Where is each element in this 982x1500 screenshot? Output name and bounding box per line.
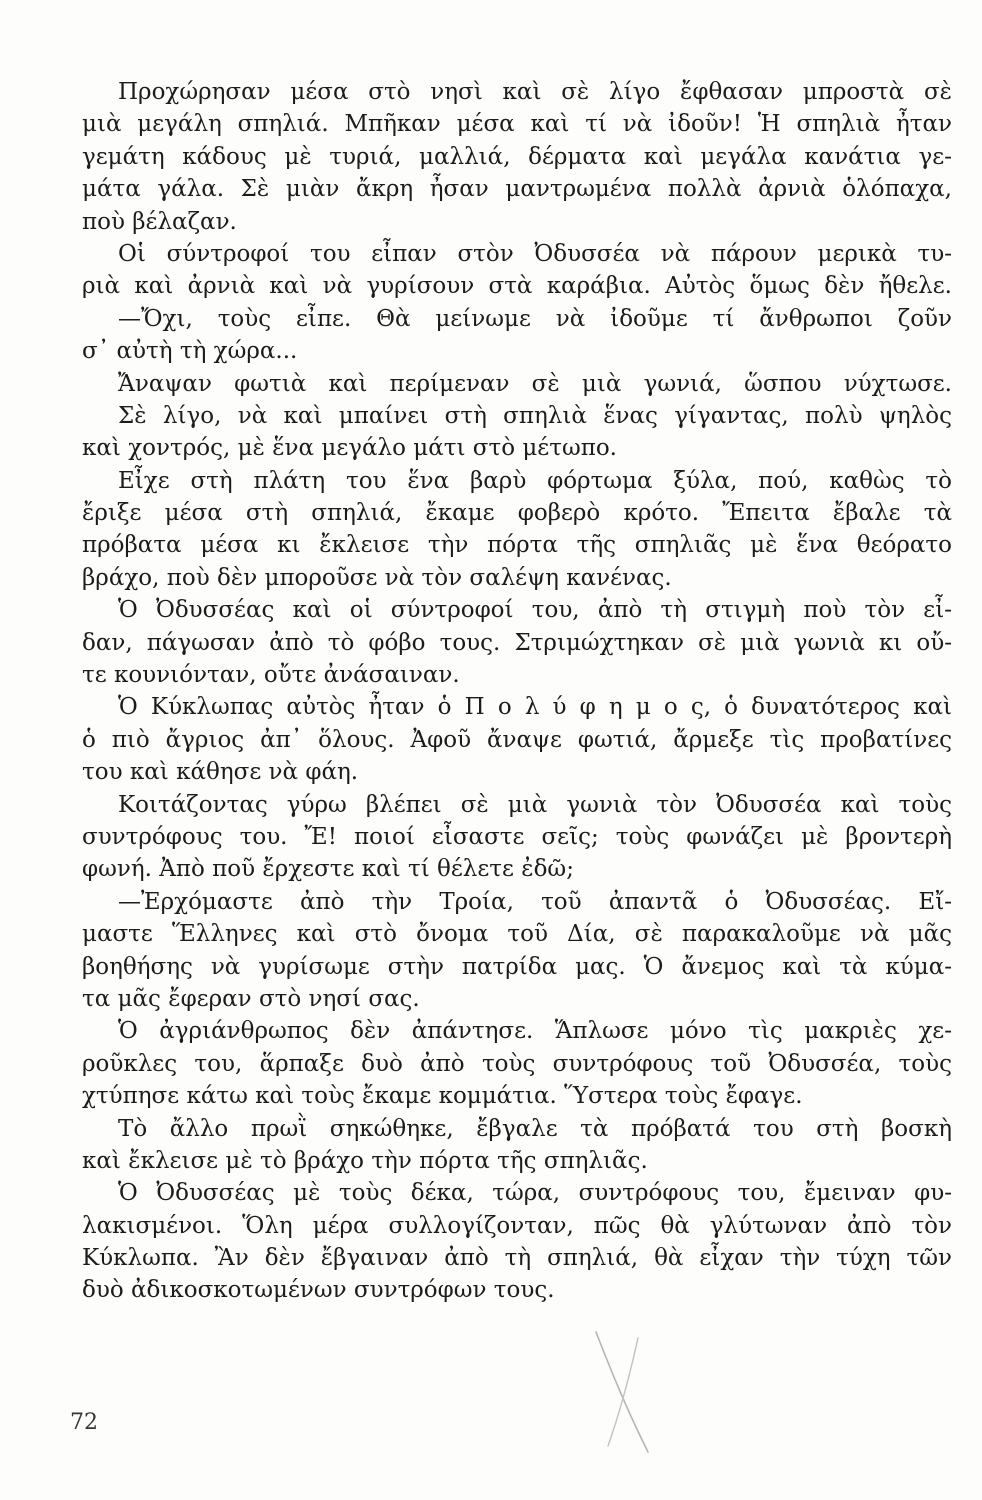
text-line: του καὶ κάθησε νὰ φάη. xyxy=(82,759,359,786)
text-line: Εἶχε στὴ πλάτη του ἕνα βαρὺ φόρτωμα ξύλα, πού, καθὼς τὸ xyxy=(118,467,952,494)
text-line: σ᾿ αὐτὴ τὴ χώρα... xyxy=(82,338,298,365)
text-line: δυὸ ἀδικοσκοτωμένων συντρόφων τους. xyxy=(82,1277,555,1304)
text-line: μιὰ μεγάλη σπηλιά. Μπῆκαν μέσα καὶ τί νὰ ἰδοῦν! Ἡ σπηλιὰ ἦταν xyxy=(82,111,952,138)
text-line: Κοιτάζοντας γύρω βλέπει σὲ μιὰ γωνιὰ τὸν Ὀδυσσέα καὶ τοὺς xyxy=(118,791,952,818)
page-number: 72 xyxy=(70,1410,98,1435)
text-line: βοηθήσης νὰ γυρίσωμε στὴν πατρίδα μας. Ὁ ἄνεμος καὶ τὰ κύμα- xyxy=(82,953,952,980)
text-line: τα μᾶς ἔφεραν στὸ νησί σας. xyxy=(82,985,420,1012)
text-line: μαστε Ἕλληνες καὶ στὸ ὄνομα τοῦ Δία, σὲ παρακαλοῦμε νὰ μᾶς xyxy=(82,921,952,948)
text-line: Προχώρησαν μέσα στὸ νησὶ καὶ σὲ λίγο ἔφθασαν μπροστὰ σὲ xyxy=(118,79,952,105)
text-line: ροῦκλες του, ἅρπαξε δυὸ ἀπὸ τοὺς συντρόφους τοῦ Ὀδυσσέα, τοὺς xyxy=(82,1050,952,1077)
text-line: Ὁ Ὀδυσσέας καὶ οἱ σύντροφοί του, ἀπὸ τὴ στιγμὴ ποὺ τὸν εἶ- xyxy=(118,597,952,624)
text-line: μάτα γάλα. Σὲ μιὰν ἄκρη ἦσαν μαντρωμένα πολλὰ ἀρνιὰ ὁλόπαχα, xyxy=(82,176,952,203)
text-line: φωνή. Ἀπὸ ποῦ ἔρχεστε καὶ τί θέλετε ἐδῶ; xyxy=(82,856,574,883)
text-line: καὶ ἔκλεισε μὲ τὸ βράχο τὴν πόρτα τῆς σπηλιᾶς. xyxy=(82,1147,648,1174)
text-line: λακισμένοι. Ὅλη μέρα συλλογίζονταν, πῶς θὰ γλύτωναν ἀπὸ τὸν xyxy=(82,1212,952,1239)
text-line: δαν, πάγωσαν ἀπὸ τὸ φόβο τους. Στριμώχτηκαν σὲ μιὰ γωνιὰ κι οὔ- xyxy=(82,629,952,656)
text-line: τε κουνιόνταν, οὔτε ἀνάσαιναν. xyxy=(82,662,460,689)
text-line: συντρόφους του. Ἔ! ποιοί εἶσαστε σεῖς; τοὺς φωνάζει μὲ βροντερὴ xyxy=(82,823,952,850)
text-line: Ὁ Κύκλωπας αὐτὸς ἦταν ὁ Π ο λ ύ φ η μ ο ς, ὁ δυνατότερος καὶ xyxy=(118,694,952,721)
text-line: ριὰ καὶ ἀρνιὰ καὶ νὰ γυρίσουν στὰ καράβια. Αὐτὸς ὅμως δὲν ἤθελε. xyxy=(82,273,952,300)
text-line: βράχο, ποὺ δὲν μποροῦσε νὰ τὸν σαλέψη κανένας. xyxy=(82,564,672,591)
text-line: καὶ χοντρός, μὲ ἕνα μεγάλο μάτι στὸ μέτωπο. xyxy=(82,435,617,462)
text-line: ἔριξε μέσα στὴ σπηλιά, ἔκαμε φοβερὸ κρότο. Ἔπειτα ἔβαλε τὰ xyxy=(82,500,952,527)
text-line: γεμάτη κάδους μὲ τυριά, μαλλιά, δέρματα καὶ μεγάλα κανάτια γε- xyxy=(82,143,952,170)
text-line: Ὁ Ὀδυσσέας μὲ τοὺς δέκα, τώρα, συντρόφους του, ἔμειναν φυ- xyxy=(118,1180,952,1207)
text-line: —Ἐρχόμαστε ἀπὸ τὴν Τροία, τοῦ ἀπαντᾶ ὁ Ὀδυσσέας. Εἴ- xyxy=(118,888,952,915)
text-line: Τὸ ἄλλο πρωῒ σηκώθηκε, ἔβγαλε τὰ πρόβατά του στὴ βοσκὴ xyxy=(118,1115,952,1142)
text-line: Σὲ λίγο, νὰ καὶ μπαίνει στὴ σπηλιὰ ἕνας γίγαντας, πολὺ ψηλὸς xyxy=(118,402,952,429)
text-line: ποὺ βέλαζαν. xyxy=(82,208,237,235)
pencil-mark-icon xyxy=(586,1328,666,1458)
text-line: ὁ πιὸ ἄγριος ἀπ᾿ ὅλους. Ἀφοῦ ἄναψε φωτιά, ἄρμεξε τὶς προβατίνες xyxy=(82,726,952,753)
text-line: πρόβατα μέσα κι ἔκλεισε τὴν πόρτα τῆς σπηλιᾶς μὲ ἕνα θεόρατο xyxy=(82,532,952,559)
text-line: Ἄναψαν φωτιὰ καὶ περίμεναν σὲ μιὰ γωνιά, ὥσπου νύχτωσε. xyxy=(118,370,952,397)
text-line: Οἱ σύντροφοί του εἶπαν στὸν Ὀδυσσέα νὰ πάρουν μερικὰ τυ- xyxy=(118,240,952,267)
body-text xyxy=(82,76,952,1307)
text-line: —Ὄχι, τοὺς εἶπε. Θὰ μείνωμε νὰ ἰδοῦμε τί ἄνθρωποι ζοῦν xyxy=(118,305,952,332)
text-line: χτύπησε κάτω καὶ τοὺς ἔκαμε κομμάτια. Ὕστερα τοὺς ἔφαγε. xyxy=(82,1083,803,1110)
text-line: Κύκλωπα. Ἂν δὲν ἔβγαιναν ἀπὸ τὴ σπηλιά, θὰ εἶχαν τὴν τύχη τῶν xyxy=(82,1245,952,1272)
text-line: Ὁ ἀγριάνθρωπος δὲν ἀπάντησε. Ἅπλωσε μόνο τὶς μακριὲς χε- xyxy=(118,1018,952,1045)
